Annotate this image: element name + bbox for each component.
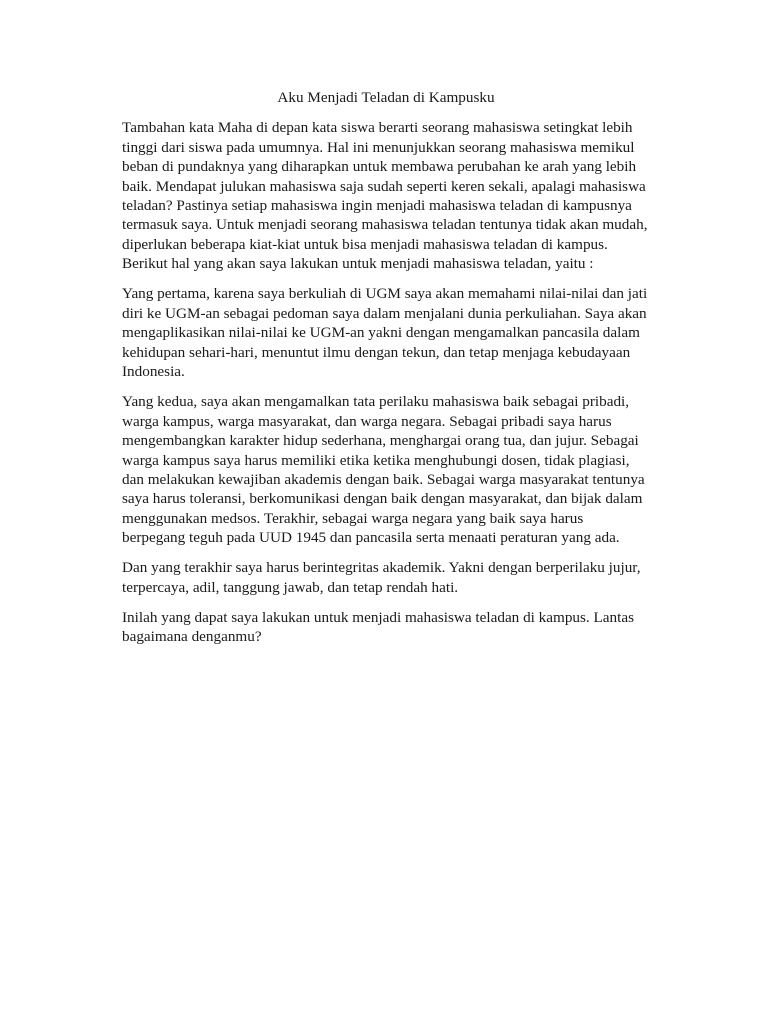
paragraph-third-point: Dan yang terakhir saya harus berintegritas akademik. Yakni dengan berperilaku jujur, terpercaya, adil, tanggung jawab, dan tetap rendah hati. xyxy=(122,559,641,596)
paragraph-second-point: Yang kedua, saya akan mengamalkan tata perilaku mahasiswa baik sebagai pribadi, warga kampus, warga masyarakat, dan warga negara. Sebagai pribadi saya harus mengembangkan karakter hidup sederhana, menghargai orang tua, dan jujur. Sebagai warga kampus saya harus memiliki etika ketika menghubungi dosen, tidak plagiasi, dan melakukan kewajiban akademis dengan baik. Sebagai warga masyarakat tentunya saya harus toleransi, berkomunikasi dengan baik dengan masyarakat, dan bijak dalam menggunakan medsos. Terakhir, sebagai warga negara yang baik saya harus berpegang teguh pada UUD 1945 dan pancasila serta menaati peraturan yang ada. xyxy=(122,393,645,547)
paragraph-closing: Inilah yang dapat saya lakukan untuk menjadi mahasiswa teladan di kampus. Lantas bagaimana denganmu? xyxy=(122,608,635,646)
paragraph-first-point: Yang pertama, karena saya berkuliah di UGM saya akan memahami nilai-nilai dan jati diri ke UGM-an sebagai pedoman saya dalam menjalani dunia perkuliahan. Saya akan mengaplikasikan nilai-nilai ke UGM-an yakni dengan mengamalkan pancasila dalam kehidupan sehari-hari, menuntut ilmu dengan tekun, dan tetap menjaga kebudayaan Indonesia. xyxy=(122,285,648,381)
paragraph-intro: Tambahan kata Maha di depan kata siswa berarti seorang mahasiswa setingkat lebih tinggi dari siswa pada umumnya. Hal ini menunjukkan seorang mahasiswa memikul beban di pundaknya yang diharapkan untuk membawa perubahan ke arah yang lebih baik. Mendapat julukan mahasiswa saja sudah seperti keren sekali, apalagi mahasiswa teladan? Pastinya setiap mahasiswa ingin menjadi mahasiswa teladan di kampusnya termasuk saya. Untuk menjadi seorang mahasiswa teladan tentunya tidak akan mudah, diperlukan beberapa kiat-kiat untuk bisa menjadi mahasiswa teladan di kampus. Berikut hal yang akan saya lakukan untuk menjadi mahasiswa teladan, yaitu : xyxy=(122,119,648,273)
document-title: Aku Menjadi Teladan di Kampusku xyxy=(277,89,495,106)
document-body xyxy=(122,88,650,658)
